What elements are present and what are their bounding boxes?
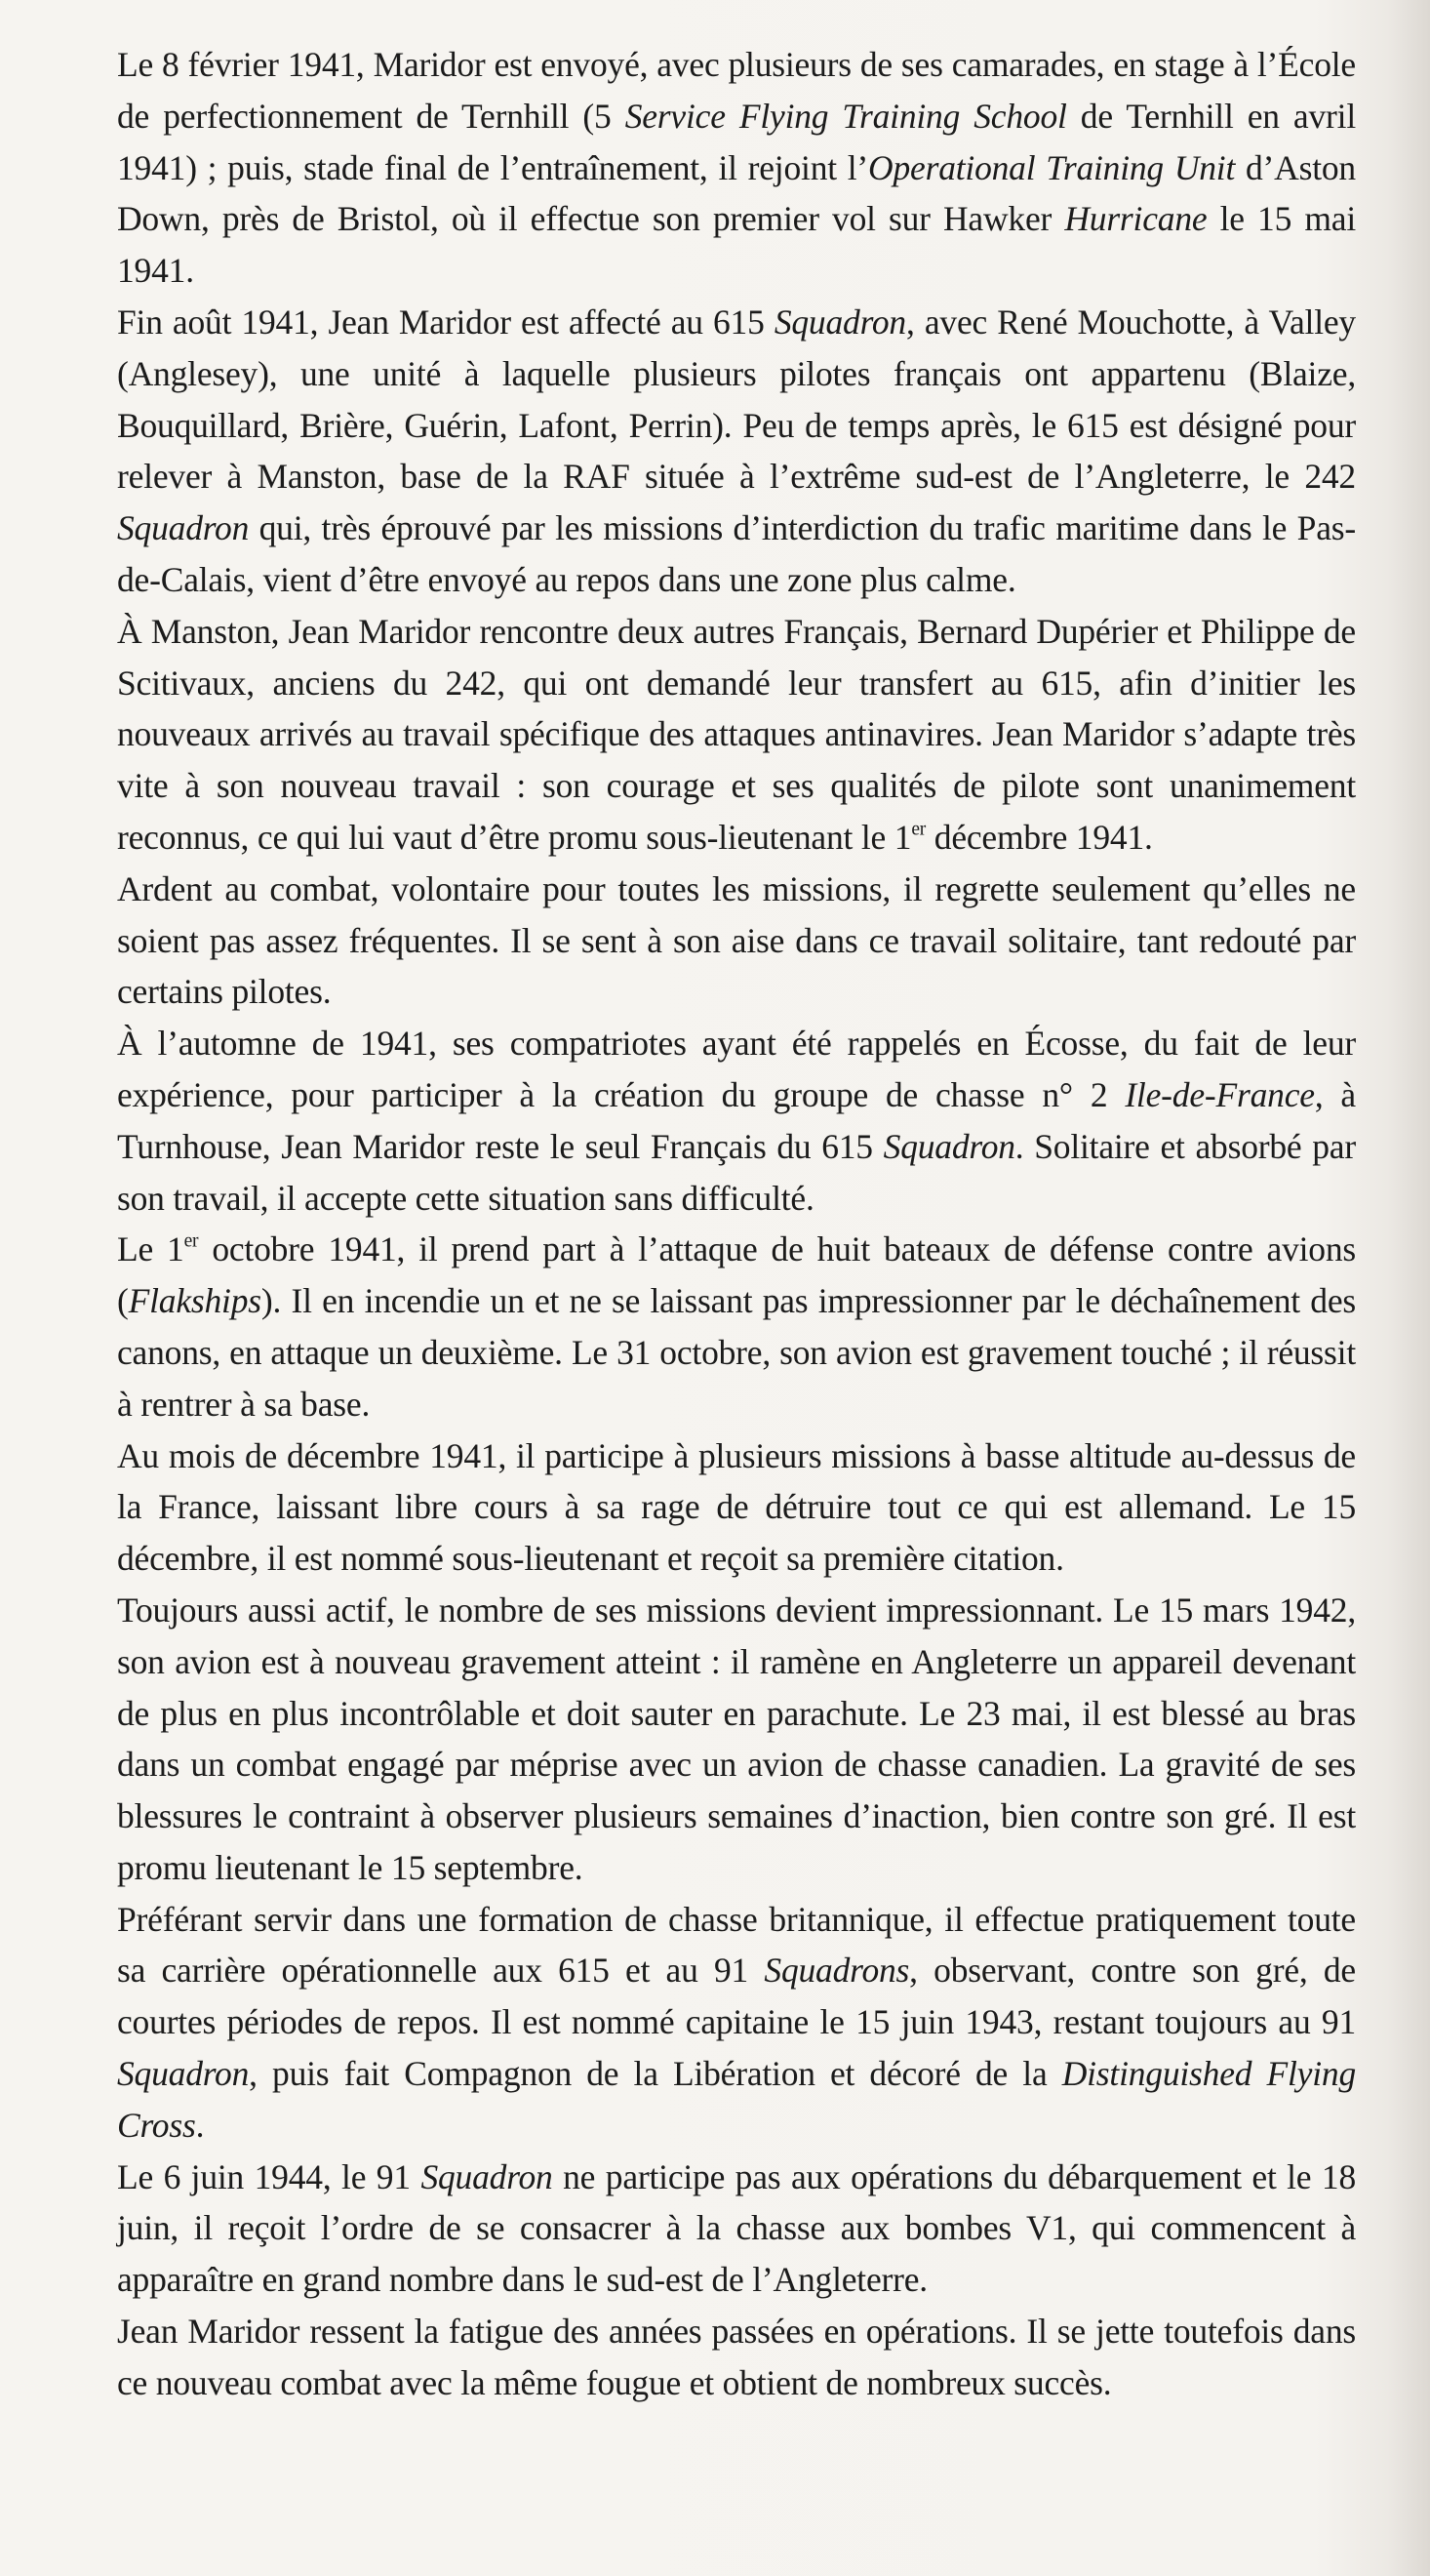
text-run: le 15 mai 1941. [117, 199, 1356, 291]
italic-text: Hurricane [1064, 199, 1208, 239]
text-run: À l’automne de 1941, ses compatriotes ayant été rappelés en Écosse, du fait de leur expérience, pour participer à la création du groupe de chasse n° 2 [117, 1024, 1356, 1114]
paragraph [117, 1430, 1356, 1585]
text-run: , avec René Mouchotte, à Valley (Anglesey), une unité à laquelle plusieurs pilotes français ont appartenu (Blaize, Bouquillard, Brière, Guérin, Lafont, Perrin). Peu de temps après, le 615 est désigné pour relever à Manston, base de la RAF située à l’extrême sud-est de l’Angleterre, le 242 [117, 302, 1356, 497]
paragraph [117, 297, 1356, 606]
italic-text: Distinguished Flying Cross [117, 2054, 1356, 2145]
italic-text: Squadron [117, 508, 250, 548]
paragraph [117, 864, 1356, 1018]
text-run: décembre 1941. [926, 817, 1153, 857]
text-run: . [195, 2105, 205, 2145]
italic-text: Squadron [117, 2054, 250, 2094]
text-run: , puis fait Compagnon de la Libération et décoré de la [249, 2054, 1062, 2094]
italic-text: Squadron [883, 1126, 1015, 1166]
text-run: . Solitaire et absorbé par son travail, il accepte cette situation sans difficulté. [117, 1126, 1356, 1218]
text-run: Fin août 1941, Jean Maridor est affecté au 615 [117, 302, 775, 342]
text-run: Le 1 [117, 1229, 184, 1269]
paragraph [117, 39, 1356, 297]
text-run: Au mois de décembre 1941, il participe à plusieurs missions à basse altitude au-dessus de la France, laissant libre cours à sa rage de détruire tout ce qui est allemand. Le 15 décembre, il est nommé sous-lieutenant et reçoit sa première citation. [117, 1435, 1356, 1579]
text-run: ). Il en incendie un et ne se laissant pas impressionner par le déchaînement des canons, en attaque un deuxième. Le 31 octobre, son avion est gravement touché ; il réussit à rentrer à sa base. [117, 1281, 1356, 1424]
paragraph [117, 1894, 1356, 2152]
italic-text: Squadron [774, 302, 906, 342]
text-run: , observant, contre son gré, de courtes périodes de repos. Il est nommé capitaine le 15 juin 1943, restant toujours au 91 [117, 1951, 1356, 2042]
paragraph [117, 1018, 1356, 1224]
text-run: Préférant servir dans une formation de chasse britannique, il effectue pratiquement toute sa carrière opérationnelle aux 615 et au 91 [117, 1899, 1356, 1991]
paragraph [117, 606, 1356, 864]
text-run: qui, très éprouvé par les missions d’interdiction du trafic maritime dans le Pas-de-Calais, vient d’être envoyé au repos dans une zone plus calme. [117, 508, 1356, 599]
italic-text: Squadron [420, 2156, 553, 2196]
paragraph [117, 1585, 1356, 1894]
italic-text: Ile-de-France [1125, 1074, 1315, 1114]
text-run: de Ternhill en avril 1941) ; puis, stade final de l’entraînement, il rejoint l’ [117, 96, 1356, 187]
italic-text: Squadrons [764, 1951, 910, 1991]
body-text [117, 39, 1356, 2409]
text-run: Jean Maridor ressent la fatigue des années passées en opérations. Il se jette toutefois dans ce nouveau combat avec la même fougue et obtient de nombreux succès. [117, 2312, 1356, 2402]
text-run: Ardent au combat, volontaire pour toutes les missions, il regrette seulement qu’elles ne soient pas assez fréquentes. Il se sent à son aise dans ce travail solitaire, tant redouté par certains pilotes. [117, 868, 1356, 1012]
text-run: d’Aston Down, près de Bristol, où il effectue son premier vol sur Hawker [117, 147, 1356, 239]
text-run: Le 6 juin 1944, le 91 [117, 2156, 421, 2196]
text-run: À Manston, Jean Maridor rencontre deux autres Français, Bernard Dupérier et Philippe de Scitivaux, anciens du 242, qui ont demandé leur transfert au 615, afin d’initier les nouveaux arrivés au travail spécifique des attaques antinavires. Jean Maridor s’adapte très vite à son nouveau travail : son courage et ses qualités de pilote sont unanimement reconnus, ce qui lui vaut d’être promu sous-lieutenant le 1 [117, 611, 1356, 857]
text-run: Le 8 février 1941, Maridor est envoyé, avec plusieurs de ses camarades, en stage à l’École de perfectionnement de Ternhill (5 [117, 45, 1356, 136]
italic-text: Operational Training Unit [868, 147, 1236, 187]
italic-text: Flakships [128, 1281, 261, 1321]
paragraph [117, 1224, 1356, 1429]
text-run: octobre 1941, il prend part à l’attaque de huit bateaux de défense contre avions ( [117, 1229, 1356, 1321]
paragraph [117, 2306, 1356, 2409]
italic-text: Service Flying Training School [624, 96, 1067, 136]
superscript-text: er [183, 1230, 199, 1252]
text-run: , à Turnhouse, Jean Maridor reste le seul Français du 615 [117, 1074, 1356, 1166]
superscript-text: er [911, 819, 927, 840]
text-run: Toujours aussi actif, le nombre de ses missions devient impressionnant. Le 15 mars 1942, son avion est à nouveau gravement atteint : il ramène en Angleterre un appareil devenant de plus en plus incontrôlable et doit sauter en parachute. Le 23 mai, il est blessé au bras dans un combat engagé par méprise avec un avion de chasse canadien. La gravité de ses blessures le contraint à observer plusieurs semaines d’inaction, bien contre son gré. Il est promu lieutenant le 15 septembre. [117, 1590, 1356, 1887]
text-run: ne participe pas aux opérations du débarquement et le 18 juin, il reçoit l’ordre de se consacrer à la chasse aux bombes V1, qui commencent à apparaître en grand nombre dans le sud-est de l’Angleterre. [117, 2156, 1357, 2300]
paragraph [117, 2152, 1356, 2306]
